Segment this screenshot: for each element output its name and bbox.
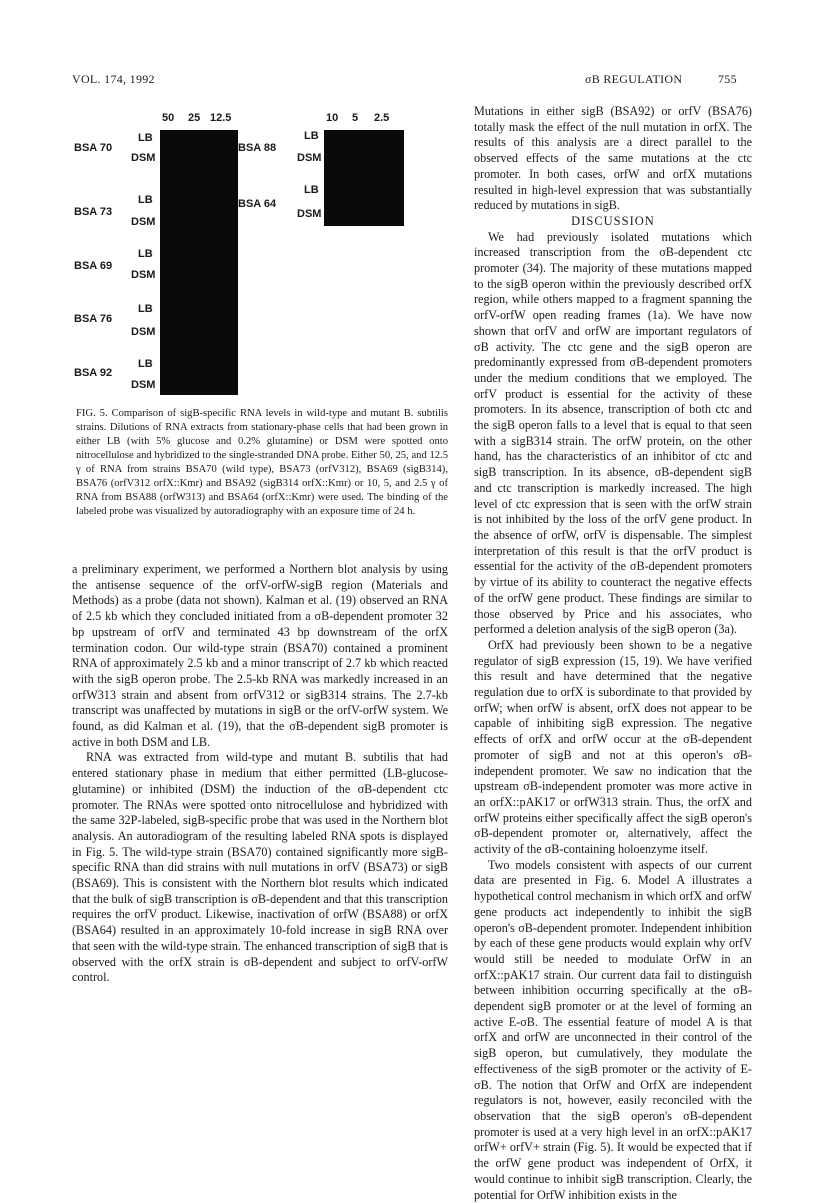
paragraph: OrfX had previously been shown to be a negative regulator of sigB expression (15, 19). We have verified this result and have determined that the negative regulation due to orfX is subordinate to that provided by orfW; when orfW is absent, orfX does not appear to be capable of inhibiting sigB expression. The negative effects of orfX and orfW occur at the σB-dependent promoter of sigB and not at this operon's σB-independent promoter. We saw no indication that the upstream σB-independent promoter was more active in an orfX::pAK17 or orfW313 strain. Thus, the orfX and orfW proteins either specifically affect the sigB operon's σB-dependent promoter or, alternatively, affect the activity of the σB-containing holoenzyme itself.	[474, 637, 752, 857]
strain-label: BSA 70	[74, 142, 113, 154]
condition-label: LB	[138, 194, 153, 206]
condition-label: LB	[138, 132, 153, 144]
condition-label: LB	[138, 358, 153, 370]
condition-label: DSM	[131, 269, 156, 281]
strain-label: BSA 73	[74, 206, 113, 218]
left-column	[72, 562, 448, 986]
dilution-label: 50	[162, 112, 175, 124]
paragraph: a preliminary experiment, we performed a Northern blot analysis by using the antisense sequence of the orfV-orfW-sigB region (Materials and Methods) as a probe (data not shown). Kalman et al. (19) observed an RNA of 2.5 kb which they concluded initiated from a σB-dependent promoter 32 bp upstream of orfV and terminated 43 bp downstream of the orfX termination codon. Our wild-type strain (BSA70) contained a prominent RNA of approximately 2.5 kb and a minor transcript of 2.7 kb which reacted with the sigB operon probe. The 2.5-kb RNA was markedly increased in an orfW313 strain and absent from orfV312 or sigB314 strains. The 2.7-kb transcript was unaffected by mutations in sigB or the orfV-orfW system. We found, as did Kalman et al. (19), that the σB-dependent sigB promoter is active in both DSM and LB.	[72, 562, 448, 749]
condition-label: DSM	[297, 208, 322, 220]
strain-label: BSA 64	[238, 198, 277, 210]
strain-label: BSA 76	[74, 313, 113, 325]
condition-label: LB	[304, 184, 319, 196]
condition-label: DSM	[131, 152, 156, 164]
condition-label: LB	[138, 248, 153, 260]
paragraph: Mutations in either sigB (BSA92) or orfV (BSA76) totally mask the effect of the null mutation in orfX. The results of this analysis are a direct parallel to the observed effects of the same mutations at the ctc promoter. In both cases, orfW and orfX mutations resulted in high-level expression that was substantially reduced by mutations in sigB.	[474, 104, 752, 213]
dilution-label: 25	[188, 112, 201, 124]
strain-label: BSA 88	[238, 142, 277, 154]
section-heading: DISCUSSION	[571, 213, 655, 228]
condition-label: LB	[304, 130, 319, 142]
dilution-label: 2.5	[374, 112, 390, 124]
paragraph: RNA was extracted from wild-type and mutant B. subtilis that had entered stationary phase in medium that either permitted (LB-glucose-glutamine) or inhibited (DSM) the induction of the σB-dependent ctc promoter. The RNAs were spotted onto nitrocellulose and hybridized with the same 32P-labeled, sigB-specific probe that was used in the Northern blot analysis. An autoradiogram of the resulting labeled RNA spots is displayed in Fig. 5. The wild-type strain (BSA70) contained significantly more sigB-specific RNA than did strains with null mutations in orfV (BSA73) or sigB (BSA69). This is consistent with the Northern blot results which indicated that the bulk of sigB transcription is σB-dependent and that this transcription requires the orfV product. Likewise, inactivation of orfW (BSA88) or orfX (BSA64) resulted in an approximately 10-fold increase in sigB RNA over that seen with the wild-type strain. The enhanced transcription of sigB that is observed with the orfX strain is σB-dependent and subject to orfV-orfW control.	[72, 750, 448, 985]
paragraph: We had previously isolated mutations which increased transcription from the σB-dependent ctc promoter (34). The majority of these mutations mapped to the sigB operon within the previously described orfX region, while others mapped to a fragment spanning the orfV-orfW open reading frames (1a). We have now shown that orfV and orfW are important regulators of σB activity. The ctc gene and the sigB operon are predominantly expressed from σB-dependent promoters under the medium conditions that we employed. The orfV product is essential for the activity of these promoters. In its absence, transcription of both ctc and the sigB operon falls to a level that is equal to that seen with a sigB314 strain. The orfW protein, on the other hand, has the characteristics of an inhibitor of ctc and sigB transcription. In its absence, σB-dependent sigB and ctc transcription is markedly increased. The high level of ctc expression that is seen with the orfW strain is not inhibited by the loss of the orfV gene product. In the absence of orfW, orfV is dispensable. The simplest interpretation of this result is that the orfV product is essential for the activity of the σB-dependent promoters by virtue of its ability to counteract the negative effects of the orfW gene product. These findings are similar to those observed by Price and his associates, who performed a deletion analysis of the sigB operon (3a).	[474, 229, 752, 637]
figure-5	[72, 100, 452, 391]
left-blot-autoradiogram	[160, 130, 238, 395]
page-number: 755	[718, 72, 737, 86]
strain-label: BSA 69	[74, 260, 113, 272]
condition-label: DSM	[131, 216, 156, 228]
journal-volume: VOL. 174, 1992	[72, 72, 155, 86]
figure-caption: FIG. 5. Comparison of sigB-specific RNA levels in wild-type and mutant B. subtilis strains. Dilutions of RNA extracts from stationary-phase cells that had been grown in either LB (with 5% glucose and 0.2% glutamine) or DSM were spotted onto nitrocellulose and hybridized to the single-stranded DNA probe. Either 50, 25, and 12.5 γ of RNA from strains BSA70 (wild type), BSA73 (orfV312), BSA69 (sigB314), BSA76 (orfV312 orfX::Kmr) and BSA92 (sigB314 orfX::Kmr) or 10, 5, and 2.5 γ of RNA from BSA88 (orfW313) and BSA64 (orfX::Kmr) were used. The binding of the labeled probe was visualized by autoradiography with an exposure time of 24 h.	[76, 408, 448, 517]
running-title: σB REGULATION	[585, 72, 683, 86]
condition-label: DSM	[297, 152, 322, 164]
condition-label: DSM	[131, 379, 156, 391]
dilution-label: 5	[352, 112, 359, 124]
right-column	[474, 104, 752, 1203]
condition-label: LB	[138, 303, 153, 315]
dilution-label: 12.5	[210, 112, 232, 124]
paragraph: Two models consistent with aspects of our current data are presented in Fig. 6. Model A illustrates a hypothetical control mechanism in which orfX and orfW gene products act independently to inhibit the sigB operon's σB-dependent promoter. Independent inhibition by each of these gene products would explain why orfV would still be needed to modulate OrfW in an orfX::pAK17 strain. Our current data fail to distinguish between inhibition occurring specifically at the σB-dependent sigB promoter or at the level of forming an active E-σB. The essential feature of model A is that orfX and orfW are unconnected in their control of the sigB operon, but cumulatively, they modulate the effectiveness of the sigB promoter or the activity of E-σB. The notion that OrfW and OrfX are independent regulators is not, however, easily reconciled with the observation that the sigB operon's σB-dependent promoter is used at a very high level in an orfX::pAK17 orfW+ orfV+ strain (Fig. 5). It would be expected that if the orfW gene product was independent of OrfX, it would continue to inhibit sigB transcription. Clearly, the potential for OrfW inhibition exists in the	[474, 857, 752, 1202]
condition-label: DSM	[131, 326, 156, 338]
strain-label: BSA 92	[74, 367, 113, 379]
right-blot-autoradiogram	[324, 130, 404, 226]
dilution-label: 10	[326, 112, 339, 124]
